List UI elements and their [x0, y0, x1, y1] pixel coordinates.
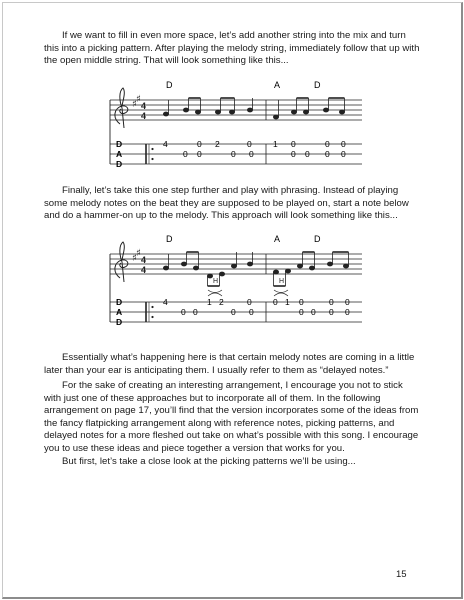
- sharp-sign: ♯: [132, 99, 137, 110]
- svg-text:0: 0: [249, 307, 254, 317]
- time-sig-bottom: 4: [141, 111, 147, 121]
- string-name: A: [116, 149, 123, 159]
- svg-text:4: 4: [163, 297, 168, 307]
- chord-symbol: D: [314, 80, 321, 90]
- svg-text:0: 0: [197, 139, 202, 149]
- paragraph-3: Essentially what’s happening here is that certain melody notes are coming in a little later than your ear is anticipating them. I usually refer to them as “delayed notes.”: [44, 352, 415, 376]
- chord-symbol: A: [274, 80, 281, 90]
- string-name: D: [116, 317, 123, 327]
- treble-clef: [115, 88, 128, 128]
- staff-lines: [110, 254, 362, 274]
- svg-text:0: 0: [329, 297, 334, 307]
- svg-text:0: 0: [345, 297, 350, 307]
- svg-text:0: 0: [325, 139, 330, 149]
- svg-text:4: 4: [163, 139, 168, 149]
- repeat-dot: [151, 148, 153, 150]
- tab-numbers: [163, 139, 346, 159]
- svg-text:0: 0: [247, 297, 252, 307]
- tab-slur: [208, 293, 222, 296]
- svg-text:0: 0: [325, 149, 330, 159]
- sharp-sign: ♯: [136, 94, 141, 105]
- string-name: A: [116, 307, 123, 317]
- time-sig-top: 4: [141, 101, 147, 111]
- paragraph-1: If we want to fill in even more space, let’s add another string into the mix and turn this into a picking pattern. After playing the melody string, immediately follow that up with the open middle string. That will look something like this...: [44, 30, 420, 67]
- time-sig-bottom: 4: [141, 265, 147, 275]
- svg-text:0: 0: [181, 307, 186, 317]
- svg-text:0: 0: [273, 297, 278, 307]
- svg-text:0: 0: [291, 139, 296, 149]
- music-example-2: [104, 232, 370, 342]
- hammer-label: H: [213, 278, 219, 285]
- hammer-slur: [274, 290, 288, 293]
- tab-slur: [274, 293, 288, 296]
- svg-text:0: 0: [329, 307, 334, 317]
- svg-text:0: 0: [341, 149, 346, 159]
- svg-text:0: 0: [341, 139, 346, 149]
- svg-text:0: 0: [305, 149, 310, 159]
- treble-clef: [115, 242, 128, 282]
- sharp-sign: ♯: [132, 253, 137, 264]
- svg-text:0: 0: [345, 307, 350, 317]
- svg-text:0: 0: [231, 149, 236, 159]
- svg-text:0: 0: [197, 149, 202, 159]
- svg-text:0: 0: [247, 139, 252, 149]
- svg-text:2: 2: [215, 139, 220, 149]
- page-number: 15: [396, 569, 407, 580]
- chord-symbol: A: [274, 234, 281, 244]
- chord-symbol: D: [166, 234, 173, 244]
- svg-text:0: 0: [299, 297, 304, 307]
- svg-text:0: 0: [311, 307, 316, 317]
- hammer-slur: [208, 290, 222, 293]
- svg-text:1: 1: [273, 139, 278, 149]
- svg-text:1: 1: [207, 297, 212, 307]
- svg-text:0: 0: [291, 149, 296, 159]
- tab-lines: [110, 302, 362, 322]
- string-name: D: [116, 139, 123, 149]
- svg-text:1: 1: [285, 297, 290, 307]
- tab-numbers: [163, 297, 350, 317]
- svg-text:0: 0: [249, 149, 254, 159]
- music-example-1: [104, 78, 370, 180]
- notes: [163, 98, 344, 119]
- chord-symbol: D: [314, 234, 321, 244]
- svg-text:0: 0: [193, 307, 198, 317]
- svg-text:0: 0: [231, 307, 236, 317]
- svg-text:0: 0: [299, 307, 304, 317]
- sharp-sign: ♯: [136, 248, 141, 259]
- svg-text:2: 2: [219, 297, 224, 307]
- paragraph-5: But first, let’s take a close look at the picking patterns we’ll be using...: [62, 456, 356, 467]
- paragraph-2: Finally, let’s take this one step further and play with phrasing. Instead of playing some melody notes on the beat they are supposed to be played on, start a note below and do a hammer-on up to the melody. This approach will look something like this...: [44, 185, 409, 222]
- time-sig-top: 4: [141, 255, 147, 265]
- string-name: D: [116, 159, 123, 169]
- string-name: D: [116, 297, 123, 307]
- svg-text:0: 0: [183, 149, 188, 159]
- repeat-dot: [151, 158, 153, 160]
- repeat-dot: [151, 316, 153, 318]
- chord-symbol: D: [166, 80, 173, 90]
- paragraph-4: For the sake of creating an interesting arrangement, I encourage you not to stick with just one of these approaches but to incorporate all of them. In the following arrangement on page 17, you’ll find that the version incorporates some of the ideas from the fancy flatpicking arrangement along with reference notes, picking patterns, and delayed notes for a more fleshed out take on what’s possible with this song. I encourage you to use these ideas and piece together a version that works for you.: [44, 380, 419, 454]
- hammer-label: H: [279, 278, 285, 285]
- repeat-dot: [151, 306, 153, 308]
